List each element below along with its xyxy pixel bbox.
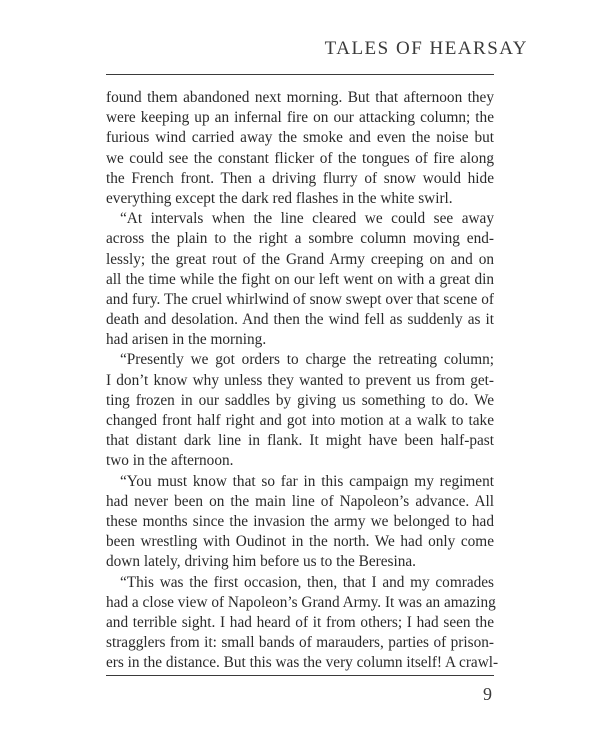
text-line: and fury. The cruel whirlwind of snow swept over that scene of [106,290,494,308]
text-line: and terrible sight. I had heard of it from others; I had seen the [106,613,494,631]
text-line: “Presently we got orders to charge the retreating column; [120,351,494,369]
text-line: stragglers from it: small bands of marauders, parties of prison- [106,634,494,652]
text-line: had a close view of Napoleon’s Grand Army. It was an amazing [106,593,496,611]
text-line: all the time while the fight on our left went on with a great din [106,270,494,288]
footer-rule [106,675,494,676]
text-line: everything except the dark red flashes in the white swirl. [106,189,453,207]
text-line: down lately, driving him before us to the Beresina. [106,553,416,571]
text-line: we could see the constant flicker of the tongues of fire along [106,149,494,167]
body-text [106,88,499,673]
text-line: that distant dark line in flank. It might have been half-past [106,432,494,450]
text-line: across the plain to the right a sombre column moving end- [106,230,494,248]
running-head-title: TALES OF HEARSAY [324,38,528,59]
text-line: the French front. Then a driving flurry of snow would hide [106,169,494,187]
text-line: these months since the invasion the army we belonged to had [106,512,494,530]
text-line: death and desolation. And then the wind fell as suddenly as it [106,311,494,329]
text-line: lessly; the great rout of the Grand Army creeping on and on [106,250,494,268]
text-line: had never been on the main line of Napoleon’s advance. All [106,492,494,510]
header-rule [106,74,494,75]
text-line: ting frozen in our saddles by giving us something to do. We [106,391,494,409]
text-line: furious wind carried away the smoke and even the noise but [106,129,494,147]
text-line: found them abandoned next morning. But that afternoon they [106,89,494,106]
text-line: “At intervals when the line cleared we could see away [120,210,494,228]
text-line: had arisen in the morning. [106,331,267,349]
text-line: were keeping up an infernal fire on our attacking column; the [106,109,494,127]
text-line: “You must know that so far in this campaign my regiment [120,472,494,490]
text-line: two in the afternoon. [106,452,234,470]
text-line: ers in the distance. But this was the very column itself! A crawl- [106,654,499,672]
text-line: I don’t know why unless they wanted to prevent us from get- [106,371,494,389]
text-line: been wrestling with Oudinot in the north. We had only come [106,533,494,551]
text-line: changed front half right and got into motion at a walk to take [106,412,494,429]
page-number: 9 [483,684,492,704]
text-line: “This was the first occasion, then, that I and my comrades [120,573,494,591]
